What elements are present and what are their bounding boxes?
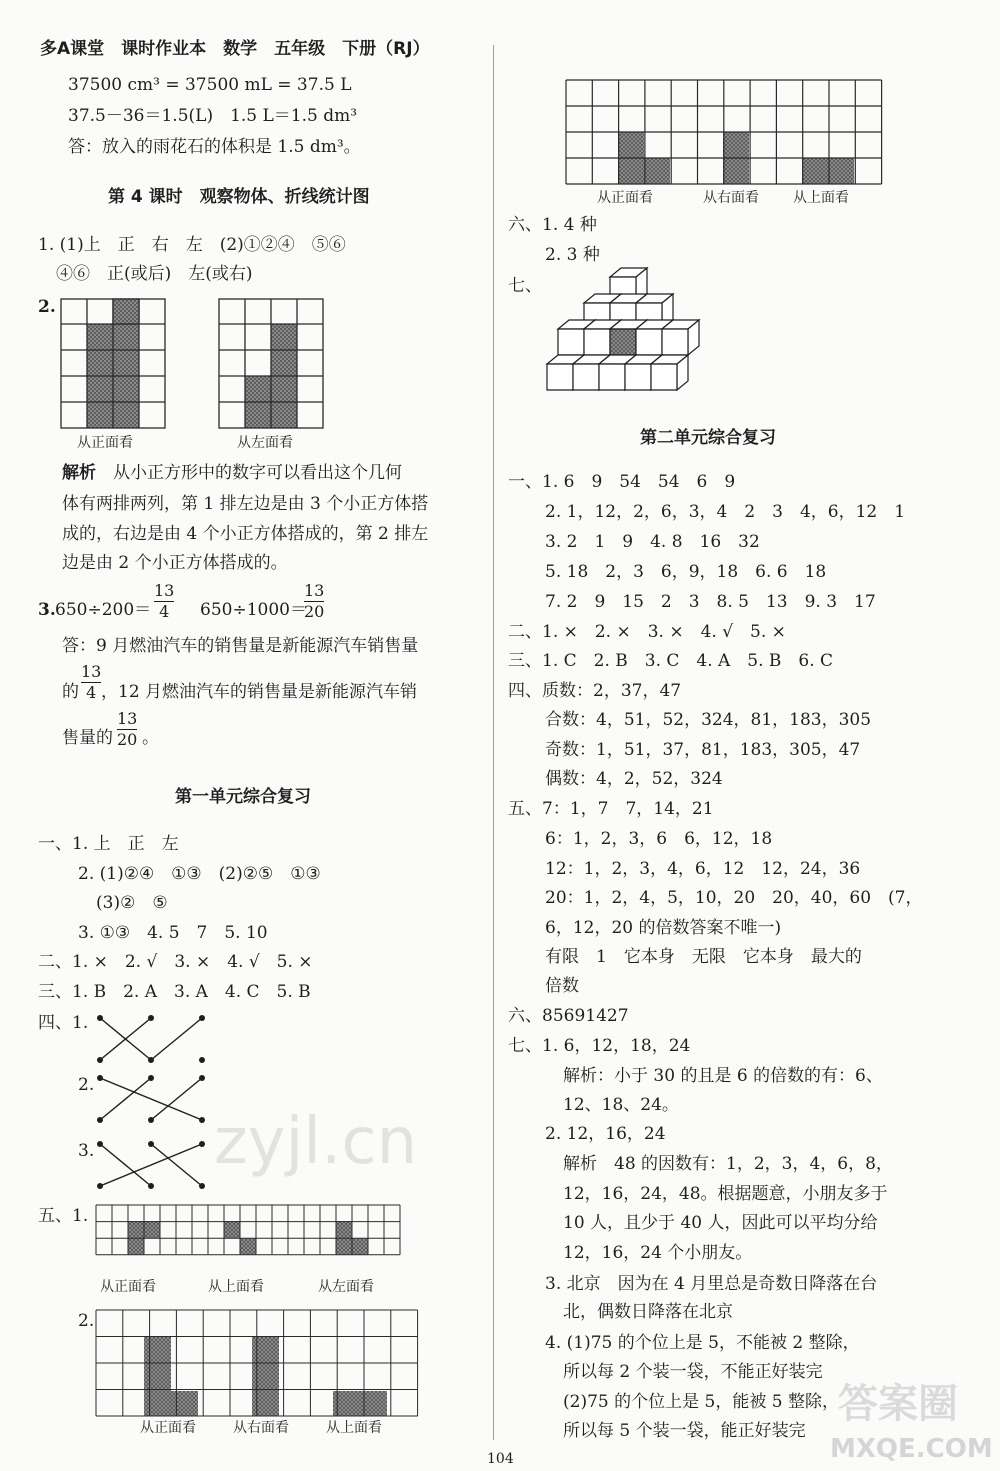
unit2-line: 有限 1 它本身 无限 它本身 最大的 bbox=[545, 947, 862, 967]
unit2-line: 所以每 5 个装一袋，能正好装完 bbox=[563, 1421, 806, 1441]
column-divider bbox=[493, 45, 494, 1440]
unit1-line-3: (3)② ⑤ bbox=[96, 893, 168, 913]
right-caption-front: 从正面看 bbox=[597, 190, 653, 206]
unit2-line: 10 人，且少于 40 人，因此可以平均分给 bbox=[563, 1213, 878, 1233]
q5-grid-strip-2 bbox=[95, 1307, 415, 1417]
q3-answer-2b: ，12 月燃油汽车的销售量是新能源汽车销 bbox=[101, 682, 418, 702]
matching-diagram-2 bbox=[96, 1074, 208, 1130]
right-caption-top: 从上面看 bbox=[793, 190, 849, 206]
q3-answer-2a: 的 bbox=[62, 682, 79, 702]
unit1-line-2: 2. (1)②④ ①③ (2)②⑤ ①③ bbox=[78, 864, 321, 884]
q2-analysis-2: 体有两排两列，第 1 排左边是由 3 个小正方体搭 bbox=[62, 494, 429, 514]
seven-label: 七、 bbox=[508, 276, 542, 296]
matching-diagram-1 bbox=[96, 1014, 208, 1068]
section-title-lesson4: 第 4 课时 观察物体、折线统计图 bbox=[108, 187, 370, 207]
q5-1-caption-front: 从正面看 bbox=[100, 1279, 156, 1295]
site-logo-url: MXQE.COM bbox=[830, 1434, 993, 1464]
q5-2-caption-front: 从正面看 bbox=[140, 1420, 196, 1436]
unit2-line: 六、85691427 bbox=[508, 1006, 629, 1026]
q5-1-caption-left: 从左面看 bbox=[318, 1279, 374, 1295]
page-header: 多A课堂 课时作业本 数学 五年级 下册（RJ） bbox=[40, 39, 430, 59]
cube-stack-figure bbox=[545, 272, 680, 394]
q2-grid-left bbox=[218, 298, 328, 432]
page-number: 104 bbox=[487, 1451, 514, 1467]
unit2-line: 2. 1，12，2，6，3，4 2 3 4，6，12 1 bbox=[545, 502, 906, 522]
unit2-line: 解析 48 的因数有：1，2，3，4，6，8， bbox=[563, 1154, 893, 1174]
q4-label-1: 四、1. bbox=[38, 1013, 89, 1033]
unit1-line-6: 三、1. B 2. A 3. A 4. C 5. B bbox=[38, 982, 311, 1002]
unit2-line: 四、质数：2，37，47 bbox=[508, 681, 682, 701]
right-top-grid bbox=[565, 80, 885, 188]
unit2-line: 7. 2 9 15 2 3 8. 5 13 9. 3 17 bbox=[545, 592, 876, 612]
q3-answer-1: 答：9 月燃油汽车的销售量是新能源汽车销售量 bbox=[62, 636, 419, 656]
unit1-line-1: 一、1. 上 正 左 bbox=[38, 834, 179, 854]
right-caption-right: 从右面看 bbox=[703, 190, 759, 206]
unit2-line: 北，偶数日降落在北京 bbox=[563, 1302, 733, 1322]
unit2-line: 12，16，24 个小朋友。 bbox=[563, 1243, 753, 1263]
q1-line-2: ④⑥ 正(或后) 左(或右) bbox=[56, 264, 253, 284]
q2-analysis-1: 解析 从小正方形中的数字可以看出这个几何 bbox=[62, 463, 402, 483]
q3-expr-2: 650÷1000＝ bbox=[200, 600, 307, 620]
unit2-line: 12：1，2，3，4，6，12 12，24，36 bbox=[545, 859, 861, 879]
q3-fraction-4: 13 20 bbox=[117, 709, 138, 749]
q2-caption-front: 从正面看 bbox=[77, 435, 133, 451]
q2-grid-front bbox=[60, 298, 170, 432]
q3-answer-3a: 售量的 bbox=[62, 728, 113, 748]
unit2-line: 奇数：1，51，37，81，183，305，47 bbox=[545, 740, 861, 760]
q2-analysis-3: 成的，右边是由 4 个小正方体搭成的，第 2 排左 bbox=[62, 524, 429, 544]
q5-1-caption-top: 从上面看 bbox=[208, 1279, 264, 1295]
unit2-line: 2. 12，16，24 bbox=[545, 1124, 666, 1144]
unit2-line: 合数：4，51，52，324，81，183，305 bbox=[545, 710, 872, 730]
unit1-line-4: 3. ①③ 4. 5 7 5. 10 bbox=[78, 923, 268, 943]
q1-line-1: 1. (1)上 正 右 左 (2)①②④ ⑤⑥ bbox=[38, 235, 346, 255]
six-line-1: 六、1. 4 种 bbox=[508, 215, 597, 235]
q3-answer-3b: 。 bbox=[142, 728, 159, 748]
matching-diagram-3 bbox=[96, 1140, 208, 1196]
unit2-line: 3. 北京 因为在 4 月里总是奇数日降落在台 bbox=[545, 1274, 878, 1294]
unit2-line: 三、1. C 2. B 3. C 4. A 5. B 6. C bbox=[508, 651, 834, 671]
unit2-line: (2)75 的个位上是 5，能被 5 整除， bbox=[563, 1392, 839, 1412]
unit2-line: 所以每 2 个装一袋，不能正好装完 bbox=[563, 1362, 823, 1382]
unit2-line: 4. (1)75 的个位上是 5，不能被 2 整除， bbox=[545, 1333, 860, 1353]
q2-caption-left: 从左面看 bbox=[237, 435, 293, 451]
q3-fraction-2: 13 20 bbox=[304, 581, 325, 621]
q5-grid-strip-1 bbox=[95, 1205, 415, 1275]
unit2-line: 20：1，2，4，5，10，20 20，40，60 (7， bbox=[545, 888, 923, 908]
unit2-line: 6：1，2，3，6 6，12，18 bbox=[545, 829, 773, 849]
unit1-title: 第一单元综合复习 bbox=[175, 787, 311, 807]
unit2-line: 偶数：4，2，52，324 bbox=[545, 769, 723, 789]
q5-2-caption-right: 从右面看 bbox=[233, 1420, 289, 1436]
unit2-line: 解析：小于 30 的且是 6 的倍数的有：6、 bbox=[563, 1066, 883, 1086]
six-line-2: 2. 3 种 bbox=[545, 245, 600, 265]
q5-2-caption-top: 从上面看 bbox=[326, 1420, 382, 1436]
unit1-line-5: 二、1. × 2. √ 3. × 4. √ 5. × bbox=[38, 952, 313, 972]
answer-line: 答：放入的雨花石的体积是 1.5 dm³。 bbox=[68, 137, 361, 157]
unit2-line: 倍数 bbox=[545, 976, 579, 996]
q4-label-3: 3. bbox=[78, 1141, 95, 1161]
q4-label-2: 2. bbox=[78, 1075, 95, 1095]
q3-label: 3. bbox=[38, 600, 56, 620]
unit2-line: 12，16，24，48。根据题意，小朋友多于 bbox=[563, 1184, 888, 1204]
watermark: zyjl.cn bbox=[214, 1105, 418, 1179]
calc-line-2: 37.5－36＝1.5(L) 1.5 L＝1.5 dm³ bbox=[68, 106, 358, 126]
unit2-line: 6，12，20 的倍数答案不唯一) bbox=[545, 918, 782, 938]
q3-expr-1: 650÷200＝ bbox=[55, 600, 152, 620]
unit2-line: 一、1. 6 9 54 54 6 9 bbox=[508, 472, 736, 492]
unit2-line: 5. 18 2，3 6，9，18 6. 6 18 bbox=[545, 562, 827, 582]
unit2-line: 七、1. 6，12，18，24 bbox=[508, 1036, 691, 1056]
unit2-line: 3. 2 1 9 4. 8 16 32 bbox=[545, 532, 760, 552]
unit2-line: 五、7：1，7 7，14，21 bbox=[508, 799, 714, 819]
q3-fraction-1: 13 4 bbox=[154, 581, 175, 621]
q5-label-2: 2. bbox=[78, 1311, 95, 1331]
unit2-line: 12、18、24。 bbox=[563, 1095, 679, 1115]
calc-line-1: 37500 cm³ = 37500 mL = 37.5 L bbox=[68, 75, 352, 95]
unit2-title: 第二单元综合复习 bbox=[640, 428, 776, 448]
q5-label-1: 五、1. bbox=[38, 1206, 89, 1226]
q2-analysis-4: 边是由 2 个小正方体搭成的。 bbox=[62, 553, 288, 573]
unit2-line: 二、1. × 2. × 3. × 4. √ 5. × bbox=[508, 622, 786, 642]
q2-label: 2. bbox=[38, 297, 56, 317]
site-logo: 答案圈 bbox=[838, 1381, 958, 1427]
q3-fraction-3: 13 4 bbox=[81, 662, 102, 702]
